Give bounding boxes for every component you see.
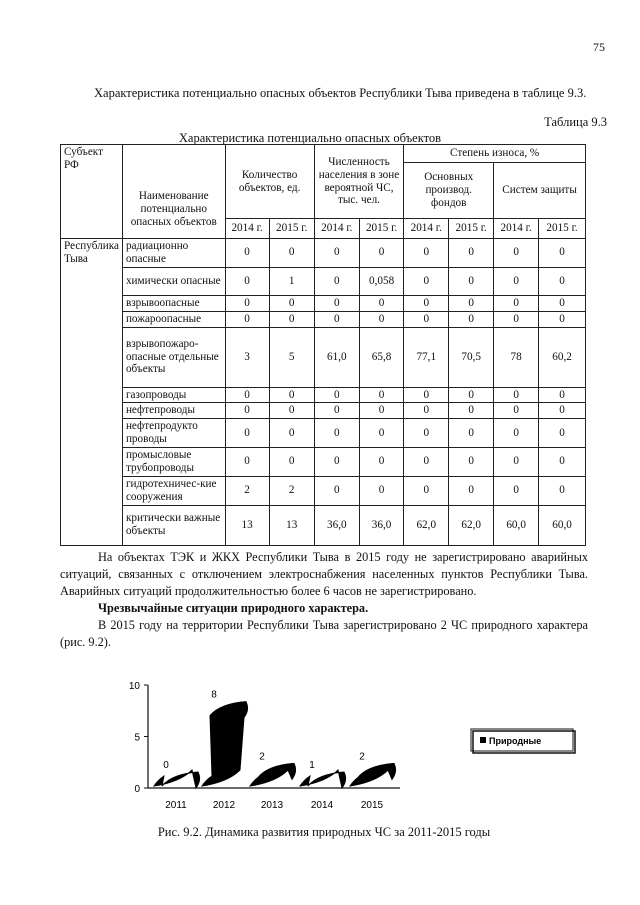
object-name: гидротехничес-кие сооружения <box>122 476 225 505</box>
header-name: Наименование потенциально опасных объектов <box>122 145 225 239</box>
y-tick-label: 10 <box>128 681 140 692</box>
table-label: Таблица 9.3 <box>544 115 607 129</box>
value-cell: 0 <box>404 267 449 295</box>
value-cell: 0 <box>539 387 586 403</box>
header-subject: Субъект РФ <box>61 145 123 239</box>
value-cell: 0 <box>494 403 539 419</box>
x-tick-label: 2012 <box>212 800 236 811</box>
value-cell: 0 <box>225 419 269 448</box>
value-cell: 0 <box>314 448 359 477</box>
value-cell: 0 <box>449 419 494 448</box>
header-year: 2015 г. <box>359 219 403 239</box>
value-cell: 0 <box>359 295 403 311</box>
figure-caption: Рис. 9.2. Динамика развития природных ЧС за 2011-2015 годы <box>157 825 491 839</box>
value-cell: 0 <box>539 239 586 268</box>
value-cell: 0 <box>494 476 539 505</box>
value-cell: 0 <box>404 403 449 419</box>
value-cell: 0 <box>269 239 314 268</box>
value-cell: 0 <box>494 387 539 403</box>
value-cell: 62,0 <box>449 505 494 545</box>
data-label: 2 <box>259 751 265 763</box>
value-cell: 0 <box>539 295 586 311</box>
header-year: 2014 г. <box>225 219 269 239</box>
object-name: химически опасные <box>122 267 225 295</box>
value-cell: 0 <box>314 387 359 403</box>
data-label: 8 <box>211 689 217 701</box>
object-name: нефтепродукто проводы <box>122 419 225 448</box>
value-cell: 0 <box>269 295 314 311</box>
header-year: 2015 г. <box>449 219 494 239</box>
object-name: взрывоопасные <box>122 295 225 311</box>
value-cell: 0 <box>359 403 403 419</box>
value-cell: 0 <box>225 403 269 419</box>
value-cell: 3 <box>225 327 269 387</box>
value-cell: 0 <box>359 311 403 327</box>
header-count: Количество объектов, ед. <box>225 145 314 219</box>
value-cell: 0 <box>539 267 586 295</box>
value-cell: 0 <box>269 387 314 403</box>
object-name: нефтепроводы <box>122 403 225 419</box>
value-cell: 0 <box>539 476 586 505</box>
value-cell: 2 <box>269 476 314 505</box>
value-cell: 0 <box>494 419 539 448</box>
value-cell: 0 <box>269 419 314 448</box>
value-cell: 0 <box>314 239 359 268</box>
value-cell: 0 <box>314 295 359 311</box>
value-cell: 0 <box>449 267 494 295</box>
header-year: 2014 г. <box>404 219 449 239</box>
value-cell: 0 <box>314 403 359 419</box>
value-cell: 0 <box>359 476 403 505</box>
value-cell: 0 <box>314 311 359 327</box>
page-number: 75 <box>593 40 605 54</box>
x-tick-label: 2011 <box>165 800 187 811</box>
table-title: Характеристика потенциально опасных объектов <box>178 131 442 145</box>
value-cell: 60,2 <box>539 327 586 387</box>
value-cell: 0 <box>494 267 539 295</box>
section-heading: Чрезвычайные ситуации природного характера. <box>98 601 369 615</box>
value-cell: 1 <box>269 267 314 295</box>
value-cell: 0 <box>404 387 449 403</box>
legend-label: Природные <box>489 736 542 746</box>
value-cell: 0 <box>404 476 449 505</box>
bar-2014 <box>300 770 346 788</box>
value-cell: 0 <box>404 311 449 327</box>
bar-2012 <box>202 702 248 786</box>
bar-2011 <box>154 770 200 788</box>
y-tick-label: 5 <box>134 732 140 744</box>
value-cell: 5 <box>269 327 314 387</box>
value-cell: 0,058 <box>359 267 403 295</box>
value-cell: 0 <box>314 267 359 295</box>
object-name: пожароопасные <box>122 311 225 327</box>
paragraph-1: На объектах ТЭК и ЖКХ Республики Тыва в 2015 году не зарегистрировано аварийных ситуаций, связанных с отключением электроснабжения населенных пунктов Республики Тыва. Аварийных ситуаций продолжительностью более 6 часов не зарегистрировано. <box>60 550 588 598</box>
value-cell: 0 <box>404 239 449 268</box>
intro-text: Характеристика потенциально опасных объектов Республики Тыва приведена в таблице 9.3. <box>94 86 587 100</box>
value-cell: 0 <box>359 387 403 403</box>
paragraph-2: В 2015 году на территории Республики Тыва зарегистрировано 2 ЧС природного характера (рис. 9.2). <box>60 618 588 649</box>
value-cell: 0 <box>539 448 586 477</box>
value-cell: 0 <box>359 419 403 448</box>
value-cell: 0 <box>404 295 449 311</box>
value-cell: 0 <box>539 403 586 419</box>
value-cell: 0 <box>494 239 539 268</box>
value-cell: 0 <box>404 448 449 477</box>
value-cell: 0 <box>269 448 314 477</box>
bar-2013 <box>250 763 296 786</box>
object-name: промысловые трубопроводы <box>122 448 225 477</box>
legend-swatch <box>480 737 486 743</box>
value-cell: 0 <box>359 448 403 477</box>
x-tick-label: 2013 <box>260 800 284 811</box>
header-wear-main: Основных производ. фондов <box>404 163 494 219</box>
value-cell: 0 <box>225 267 269 295</box>
value-cell: 70,5 <box>449 327 494 387</box>
value-cell: 0 <box>449 387 494 403</box>
value-cell: 0 <box>225 448 269 477</box>
value-cell: 0 <box>449 311 494 327</box>
data-label: 0 <box>163 760 169 771</box>
x-tick-label: 2014 <box>310 800 334 811</box>
value-cell: 0 <box>539 311 586 327</box>
bar-2015 <box>350 763 396 786</box>
header-year: 2014 г. <box>314 219 359 239</box>
value-cell: 0 <box>494 295 539 311</box>
value-cell: 0 <box>539 419 586 448</box>
value-cell: 0 <box>449 403 494 419</box>
object-name: критически важные объекты <box>122 505 225 545</box>
value-cell: 0 <box>449 295 494 311</box>
value-cell: 77,1 <box>404 327 449 387</box>
value-cell: 0 <box>225 311 269 327</box>
value-cell: 0 <box>494 311 539 327</box>
value-cell: 61,0 <box>314 327 359 387</box>
value-cell: 62,0 <box>404 505 449 545</box>
value-cell: 78 <box>494 327 539 387</box>
value-cell: 0 <box>494 448 539 477</box>
x-tick-label: 2015 <box>360 800 384 811</box>
value-cell: 0 <box>225 295 269 311</box>
header-year: 2015 г. <box>539 219 586 239</box>
header-population: Численность населения в зоне вероятной ЧС, тыс. чел. <box>314 145 404 219</box>
value-cell: 0 <box>225 387 269 403</box>
value-cell: 0 <box>314 476 359 505</box>
value-cell: 36,0 <box>314 505 359 545</box>
value-cell: 0 <box>404 419 449 448</box>
value-cell: 0 <box>359 239 403 268</box>
value-cell: 36,0 <box>359 505 403 545</box>
value-cell: 0 <box>449 239 494 268</box>
value-cell: 0 <box>269 403 314 419</box>
value-cell: 13 <box>225 505 269 545</box>
subject-cell: Республика Тыва <box>61 239 123 546</box>
value-cell: 65,8 <box>359 327 403 387</box>
object-name: взрывопожаро-опасные отдельные объекты <box>122 327 225 387</box>
value-cell: 13 <box>269 505 314 545</box>
value-cell: 0 <box>314 419 359 448</box>
data-label: 1 <box>309 760 315 771</box>
header-year: 2015 г. <box>269 219 314 239</box>
value-cell: 0 <box>269 311 314 327</box>
header-wear-protect: Систем защиты <box>494 163 586 219</box>
data-label: 2 <box>359 751 365 763</box>
object-name: радиационно опасные <box>122 239 225 268</box>
header-wear: Степень износа, % <box>404 145 586 163</box>
y-tick-label: 0 <box>134 784 140 795</box>
value-cell: 0 <box>449 448 494 477</box>
value-cell: 0 <box>449 476 494 505</box>
object-name: газопроводы <box>122 387 225 403</box>
value-cell: 60,0 <box>539 505 586 545</box>
header-year: 2014 г. <box>494 219 539 239</box>
value-cell: 2 <box>225 476 269 505</box>
value-cell: 0 <box>225 239 269 268</box>
value-cell: 60,0 <box>494 505 539 545</box>
